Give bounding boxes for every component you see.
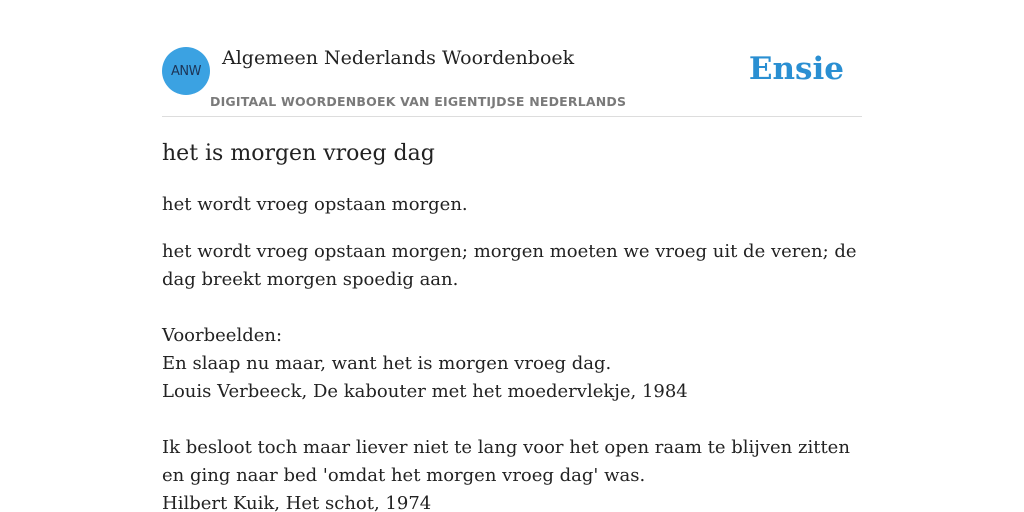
ensie-brand-link[interactable]: Ensie <box>748 51 844 87</box>
example-item <box>162 350 862 406</box>
example-source: Hilbert Kuik, Het schot, 1974 <box>162 493 432 512</box>
example-quote: En slaap nu maar, want het is morgen vroeg dag. <box>162 353 612 374</box>
site-header <box>162 46 862 117</box>
example-quote: Ik besloot toch maar liever niet te lang voor het open raam te blijven zitten en ging naar bed 'omdat het morgen vroeg dag' was. <box>162 437 850 486</box>
entry-title: het is morgen vroeg dag <box>162 141 435 166</box>
anw-logo[interactable] <box>162 47 210 95</box>
short-definition: het wordt vroeg opstaan morgen. <box>162 194 468 215</box>
logo-text: ANW <box>171 63 201 79</box>
site-subtitle: DIGITAAL WOORDENBOEK VAN EIGENTIJDSE NEDERLANDS <box>210 94 627 109</box>
examples-label: Voorbeelden: <box>162 325 283 346</box>
long-definition: het wordt vroeg opstaan morgen; morgen moeten we vroeg uit de veren; de dag breekt morgen spoedig aan. <box>162 241 857 290</box>
entry-content <box>162 138 862 512</box>
example-item <box>162 434 862 512</box>
examples-section <box>162 322 862 512</box>
example-source: Louis Verbeeck, De kabouter met het moedervlekje, 1984 <box>162 381 688 402</box>
site-title[interactable]: Algemeen Nederlands Woordenboek <box>222 47 575 69</box>
